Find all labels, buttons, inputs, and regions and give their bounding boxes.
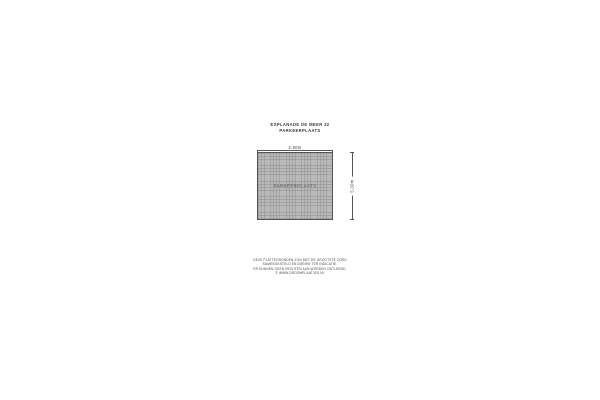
copyright-line: © WWW.DROOMPLAATJES.NL (275, 270, 325, 275)
disclaimer-line-1: DEZE PLATTEGRONDEN ZIJN MET DE GROOTSTE ZORG (253, 258, 347, 262)
page-title (0, 122, 600, 134)
dimension-height (333, 152, 361, 220)
disclaimer-line-2: SAMENGESTELD EN DIENEN TER INDICATIE. (262, 262, 338, 267)
parking-space-label: PARKEERPLAATS (273, 183, 317, 189)
disclaimer-line-3: ER KUNNEN GEEN RECHTEN AAN WORDEN ONTLEEND. (253, 266, 347, 271)
dimension-height-tick-bottom (350, 219, 355, 220)
dimension-height-label: 5.00m (350, 176, 355, 195)
title-line-subject: PARKEERPLAATS (279, 128, 321, 134)
disclaimer-block (0, 258, 600, 275)
dimension-width-label-wrap (257, 145, 333, 150)
plan-drawing (257, 144, 355, 220)
dimension-height-tick-top (350, 152, 355, 153)
dimension-width-label: 2.50m (285, 145, 304, 150)
dimension-width (257, 142, 333, 152)
parking-space-rectangle (257, 152, 333, 220)
title-line-address: ESPLANADE DE MEER 32 (270, 122, 330, 127)
dimension-width-line (257, 150, 333, 151)
